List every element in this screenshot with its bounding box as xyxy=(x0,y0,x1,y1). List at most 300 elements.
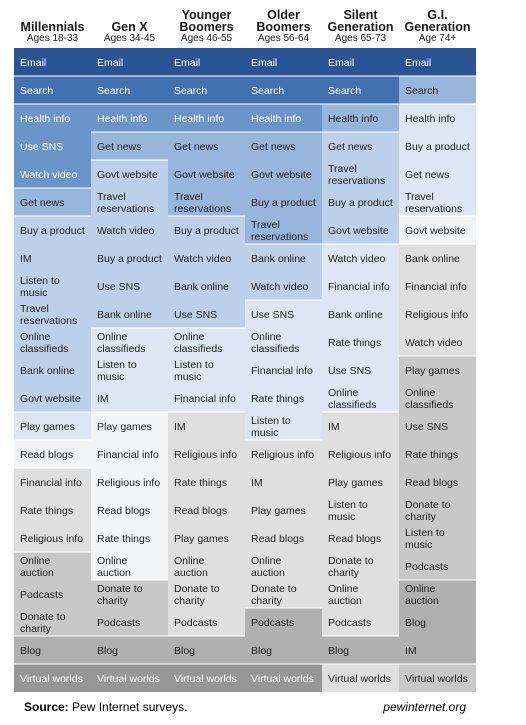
activity-label: Health info xyxy=(174,113,225,125)
generation-ages: Ages 18-33 xyxy=(26,33,79,44)
generation-header-1 xyxy=(91,0,168,44)
activity-label: Donate to charity xyxy=(405,499,451,523)
activity-label: Online auction xyxy=(328,583,362,607)
activity-cell xyxy=(322,300,399,328)
activity-cell xyxy=(168,160,245,188)
activity-cell xyxy=(245,300,322,328)
activity-label: Virtual worlds xyxy=(97,673,160,685)
activity-label: Use SNS xyxy=(20,141,64,153)
generation-header-3 xyxy=(245,0,322,44)
activity-label: Use SNS xyxy=(174,309,218,321)
activity-label: Govt website xyxy=(405,225,466,237)
activity-label: Email xyxy=(251,57,278,69)
activity-cell xyxy=(322,328,399,356)
activity-cell xyxy=(91,384,168,412)
activity-cell xyxy=(322,76,399,104)
activity-label: Religious info xyxy=(328,449,392,461)
activity-label: Buy a product xyxy=(405,141,470,153)
activity-label: Get news xyxy=(251,141,296,153)
activity-label: Read blogs xyxy=(251,533,305,545)
activity-cell xyxy=(399,160,476,188)
activity-cell xyxy=(91,524,168,552)
activity-label: Watch video xyxy=(328,253,386,265)
activity-cell xyxy=(91,356,168,384)
activity-label: Financial info xyxy=(328,281,390,293)
activity-cell xyxy=(245,132,322,160)
activity-cell xyxy=(91,216,168,244)
activity-label: Online classifieds xyxy=(405,387,454,411)
activity-label: Rate things xyxy=(20,505,74,517)
activity-label: Play games xyxy=(174,533,229,545)
activity-cell xyxy=(14,496,91,524)
activity-cell xyxy=(322,468,399,496)
activity-cell xyxy=(322,608,399,636)
activity-cell xyxy=(245,384,322,412)
activity-label: Search xyxy=(405,85,439,97)
activity-cell xyxy=(245,636,322,664)
activity-label: Buy a product xyxy=(97,253,162,265)
activity-cell xyxy=(14,300,91,328)
activity-cell xyxy=(14,468,91,496)
activity-label: Health info xyxy=(405,113,456,125)
generation-ages: Ages 65-73 xyxy=(334,33,387,44)
activity-cell xyxy=(245,104,322,132)
activity-cell xyxy=(91,496,168,524)
activity-label: Play games xyxy=(251,505,306,517)
activity-cell xyxy=(14,412,91,440)
activity-label: Watch video xyxy=(174,253,232,265)
generation-name: Older Boomers xyxy=(256,8,311,34)
activity-label: Online classifieds xyxy=(174,331,223,355)
activity-cell xyxy=(14,524,91,552)
activity-label: Buy a product xyxy=(174,225,239,237)
activity-label: Email xyxy=(174,57,201,69)
activity-cell xyxy=(168,412,245,440)
activity-label: Watch video xyxy=(251,281,309,293)
footer xyxy=(14,700,476,718)
activity-cell xyxy=(168,664,245,692)
activity-label: Search xyxy=(174,85,208,97)
activity-label: Buy a product xyxy=(328,197,393,209)
activity-cell xyxy=(399,188,476,216)
activity-label: Rate things xyxy=(405,449,459,461)
activity-label: IM xyxy=(20,253,32,265)
activity-cell xyxy=(14,356,91,384)
activity-label: Get news xyxy=(328,141,373,153)
activity-cell xyxy=(14,636,91,664)
activity-cell xyxy=(168,48,245,76)
activity-label: Religious info xyxy=(405,309,469,321)
activity-cell xyxy=(168,468,245,496)
activity-cell xyxy=(245,412,322,440)
activity-cell xyxy=(245,328,322,356)
activity-cell xyxy=(14,664,91,692)
activity-cell xyxy=(91,104,168,132)
activity-label: Blog xyxy=(20,645,42,657)
activity-label: Search xyxy=(97,85,131,97)
activity-label: Buy a product xyxy=(20,225,85,237)
activity-cell xyxy=(245,524,322,552)
activity-grid xyxy=(14,48,476,692)
activity-cell xyxy=(322,552,399,580)
activity-label: Travel reservations xyxy=(97,191,155,215)
activity-label: Virtual worlds xyxy=(405,673,468,685)
activity-cell xyxy=(168,216,245,244)
activity-cell xyxy=(91,328,168,356)
activity-cell xyxy=(168,608,245,636)
activity-label: Govt website xyxy=(20,393,81,405)
activity-label: Podcasts xyxy=(405,561,449,573)
activity-cell xyxy=(14,608,91,636)
activity-cell xyxy=(91,188,168,216)
activity-cell xyxy=(399,216,476,244)
activity-label: Use SNS xyxy=(97,281,141,293)
activity-cell xyxy=(245,496,322,524)
activity-cell xyxy=(14,580,91,608)
activity-cell xyxy=(322,188,399,216)
activity-cell xyxy=(91,244,168,272)
activity-label: Govt website xyxy=(174,169,235,181)
activity-label: Search xyxy=(20,85,54,97)
activity-label: Blog xyxy=(328,645,350,657)
activity-label: Search xyxy=(328,85,362,97)
activity-label: Online classifieds xyxy=(251,331,300,355)
generation-header-4 xyxy=(322,0,399,44)
generation-name: Gen X xyxy=(111,20,148,34)
activity-label: Use SNS xyxy=(328,365,372,377)
generation-header xyxy=(14,0,476,44)
activity-label: Podcasts xyxy=(97,617,141,629)
activity-label: Get news xyxy=(405,169,450,181)
activity-label: Listen to music xyxy=(405,527,445,551)
activity-cell xyxy=(245,440,322,468)
activity-cell xyxy=(168,328,245,356)
activity-label: Donate to charity xyxy=(328,555,374,579)
activity-cell xyxy=(245,580,322,608)
activity-label: Get news xyxy=(174,141,219,153)
activity-cell xyxy=(14,384,91,412)
activity-label: Travel reservations xyxy=(20,303,78,327)
activity-label: Donate to charity xyxy=(251,583,297,607)
activity-cell xyxy=(245,664,322,692)
activity-label: Podcasts xyxy=(174,617,218,629)
activity-label: Health info xyxy=(97,113,148,125)
activity-label: Read blogs xyxy=(328,533,382,545)
activity-cell xyxy=(399,552,476,580)
activity-cell xyxy=(168,188,245,216)
activity-label: Blog xyxy=(405,617,427,629)
activity-cell xyxy=(14,76,91,104)
activity-cell xyxy=(14,244,91,272)
activity-label: Religious info xyxy=(174,449,238,461)
activity-cell xyxy=(399,300,476,328)
activity-cell xyxy=(91,608,168,636)
activity-cell xyxy=(168,76,245,104)
activity-cell xyxy=(14,104,91,132)
activity-cell xyxy=(14,188,91,216)
source-note xyxy=(24,700,187,714)
activity-cell xyxy=(399,608,476,636)
activity-cell xyxy=(168,440,245,468)
activity-cell xyxy=(91,412,168,440)
activity-label: IM xyxy=(405,645,417,657)
activity-cell xyxy=(168,356,245,384)
activity-cell xyxy=(14,132,91,160)
activity-cell xyxy=(245,216,322,244)
activity-cell xyxy=(399,104,476,132)
generation-ages: Ages 46-55 xyxy=(180,33,233,44)
activity-label: Online auction xyxy=(20,555,54,579)
activity-cell xyxy=(399,524,476,552)
activity-label: Blog xyxy=(97,645,119,657)
activity-cell xyxy=(322,216,399,244)
activity-label: Virtual worlds xyxy=(20,673,83,685)
activity-label: Donate to charity xyxy=(20,611,66,635)
activity-cell xyxy=(14,440,91,468)
activity-label: Blog xyxy=(251,645,273,657)
activity-label: Email xyxy=(20,57,47,69)
activity-cell xyxy=(322,160,399,188)
activity-cell xyxy=(399,356,476,384)
activity-cell xyxy=(14,552,91,580)
activity-label: Listen to music xyxy=(328,499,368,523)
activity-label: Play games xyxy=(20,421,75,433)
activity-label: Email xyxy=(97,57,124,69)
activity-label: Bank online xyxy=(251,253,306,265)
activity-cell xyxy=(168,300,245,328)
activity-cell xyxy=(168,244,245,272)
activity-label: Podcasts xyxy=(251,617,295,629)
activity-cell xyxy=(91,552,168,580)
activity-cell xyxy=(399,468,476,496)
activity-label: Financial info xyxy=(405,281,467,293)
activity-cell xyxy=(168,272,245,300)
activity-label: Bank online xyxy=(405,253,460,265)
activity-cell xyxy=(91,580,168,608)
activity-cell xyxy=(91,132,168,160)
generation-name: G.I. Generation xyxy=(404,8,471,34)
activity-label: Read blogs xyxy=(405,477,459,489)
activity-label: Travel reservations xyxy=(405,191,463,215)
activity-label: IM xyxy=(97,393,109,405)
activity-label: Religious info xyxy=(20,533,84,545)
activity-label: Podcasts xyxy=(20,589,64,601)
activity-cell xyxy=(399,384,476,412)
activity-label: Read blogs xyxy=(97,505,151,517)
activity-label: Bank online xyxy=(97,309,152,321)
activity-label: Travel reservations xyxy=(174,191,232,215)
activity-label: Play games xyxy=(97,421,152,433)
activity-label: Religious info xyxy=(97,477,161,489)
activity-label: Financial info xyxy=(251,365,313,377)
activity-cell xyxy=(245,608,322,636)
activity-cell xyxy=(322,664,399,692)
source-text: Pew Internet surveys. xyxy=(68,700,188,714)
activity-label: Bank online xyxy=(174,281,229,293)
activity-label: Govt website xyxy=(97,169,158,181)
activity-label: Religious info xyxy=(251,449,315,461)
activity-cell xyxy=(399,496,476,524)
site-name: pewinternet.org xyxy=(383,700,466,714)
activity-cell xyxy=(91,48,168,76)
activity-cell xyxy=(245,552,322,580)
activity-label: Donate to charity xyxy=(97,583,143,607)
activity-label: Get news xyxy=(97,141,142,153)
activity-label: Read blogs xyxy=(174,505,228,517)
generation-name: Younger Boomers xyxy=(179,8,234,34)
activity-label: Listen to music xyxy=(174,359,214,383)
activity-label: IM xyxy=(251,477,263,489)
activity-cell xyxy=(91,636,168,664)
source-label: Source: xyxy=(24,700,69,714)
activity-cell xyxy=(399,272,476,300)
activity-label: Online auction xyxy=(97,555,131,579)
generation-ages: Ages 56-64 xyxy=(257,33,310,44)
activity-label: Watch video xyxy=(20,169,78,181)
activity-label: Get news xyxy=(20,197,65,209)
activity-cell xyxy=(168,384,245,412)
activity-label: Play games xyxy=(328,477,383,489)
activity-label: Financial info xyxy=(20,477,82,489)
activity-label: Bank online xyxy=(328,309,383,321)
activity-cell xyxy=(168,552,245,580)
activity-cell xyxy=(322,636,399,664)
activity-label: Health info xyxy=(251,113,302,125)
activity-cell xyxy=(91,76,168,104)
activity-label: Use SNS xyxy=(251,309,295,321)
activity-cell xyxy=(322,524,399,552)
activity-cell xyxy=(168,496,245,524)
activity-label: Health info xyxy=(328,113,379,125)
activity-cell xyxy=(245,48,322,76)
activity-label: Bank online xyxy=(20,365,75,377)
generation-header-5 xyxy=(399,0,476,44)
activity-label: Buy a product xyxy=(251,197,316,209)
activity-label: Listen to music xyxy=(251,415,291,439)
activity-cell xyxy=(168,104,245,132)
activity-label: Rate things xyxy=(328,337,382,349)
activity-label: Online classifieds xyxy=(328,387,377,411)
activity-cell xyxy=(399,412,476,440)
activity-cell xyxy=(14,216,91,244)
activity-cell xyxy=(245,356,322,384)
activity-label: Online auction xyxy=(174,555,208,579)
activity-cell xyxy=(91,664,168,692)
activity-cell xyxy=(322,440,399,468)
activity-cell xyxy=(322,384,399,412)
activity-label: Govt website xyxy=(328,225,389,237)
activity-cell xyxy=(322,104,399,132)
activity-cell xyxy=(168,132,245,160)
activity-label: Travel reservations xyxy=(251,219,309,243)
activity-cell xyxy=(245,160,322,188)
activity-cell xyxy=(168,580,245,608)
activity-label: Online classifieds xyxy=(97,331,146,355)
activity-label: Online auction xyxy=(251,555,285,579)
activity-label: Podcasts xyxy=(328,617,372,629)
activity-label: Online auction xyxy=(405,583,439,607)
generation-ages: Ages 34-45 xyxy=(103,33,156,44)
activity-cell xyxy=(322,496,399,524)
activity-cell xyxy=(399,48,476,76)
activity-cell xyxy=(91,300,168,328)
activity-label: Email xyxy=(405,57,432,69)
activity-label: Rate things xyxy=(97,533,151,545)
activity-label: Rate things xyxy=(251,393,305,405)
generation-name: Silent Generation xyxy=(327,8,394,34)
activity-cell xyxy=(399,244,476,272)
activity-label: Listen to music xyxy=(20,275,60,299)
activity-cell xyxy=(399,132,476,160)
activity-cell xyxy=(245,188,322,216)
activity-label: Virtual worlds xyxy=(251,673,314,685)
activity-label: IM xyxy=(328,421,340,433)
activity-label: Financial info xyxy=(97,449,159,461)
activity-cell xyxy=(399,76,476,104)
activity-cell xyxy=(14,160,91,188)
activity-cell xyxy=(322,244,399,272)
generation-ages: Age 74+ xyxy=(418,33,457,44)
activity-label: Use SNS xyxy=(405,421,449,433)
activity-cell xyxy=(14,272,91,300)
activity-label: Watch video xyxy=(405,337,463,349)
activity-cell xyxy=(91,160,168,188)
activity-cell xyxy=(399,580,476,608)
activity-label: Virtual worlds xyxy=(328,673,391,685)
activity-cell xyxy=(399,636,476,664)
activity-label: Search xyxy=(251,85,285,97)
activity-label: Email xyxy=(328,57,355,69)
activity-label: Watch video xyxy=(97,225,155,237)
activity-label: Online classifieds xyxy=(20,331,69,355)
activity-cell xyxy=(245,468,322,496)
activity-label: Virtual worlds xyxy=(174,673,237,685)
activity-cell xyxy=(399,664,476,692)
activity-cell xyxy=(322,356,399,384)
activity-label: Blog xyxy=(174,645,196,657)
activity-cell xyxy=(399,440,476,468)
activity-cell xyxy=(168,636,245,664)
activity-cell xyxy=(91,468,168,496)
generation-name: Millennials xyxy=(20,20,85,34)
activity-label: Listen to music xyxy=(97,359,137,383)
activity-label: Read blogs xyxy=(20,449,74,461)
activity-cell xyxy=(245,76,322,104)
activity-cell xyxy=(322,48,399,76)
activity-label: Travel reservations xyxy=(328,163,386,187)
activity-label: Donate to charity xyxy=(174,583,220,607)
activity-cell xyxy=(245,244,322,272)
generation-header-0 xyxy=(14,0,91,44)
activity-cell xyxy=(245,272,322,300)
activity-label: Health info xyxy=(20,113,71,125)
activity-label: Rate things xyxy=(174,477,228,489)
activity-cell xyxy=(322,272,399,300)
activity-cell xyxy=(14,328,91,356)
activity-cell xyxy=(14,48,91,76)
activity-label: Govt website xyxy=(251,169,312,181)
activity-cell xyxy=(322,132,399,160)
activity-cell xyxy=(322,580,399,608)
activity-label: IM xyxy=(174,421,186,433)
activity-cell xyxy=(168,524,245,552)
activity-cell xyxy=(322,412,399,440)
activity-cell xyxy=(91,272,168,300)
activity-label: Play games xyxy=(405,365,460,377)
generation-header-2 xyxy=(168,0,245,44)
activity-cell xyxy=(91,440,168,468)
activity-label: Financial info xyxy=(174,393,236,405)
